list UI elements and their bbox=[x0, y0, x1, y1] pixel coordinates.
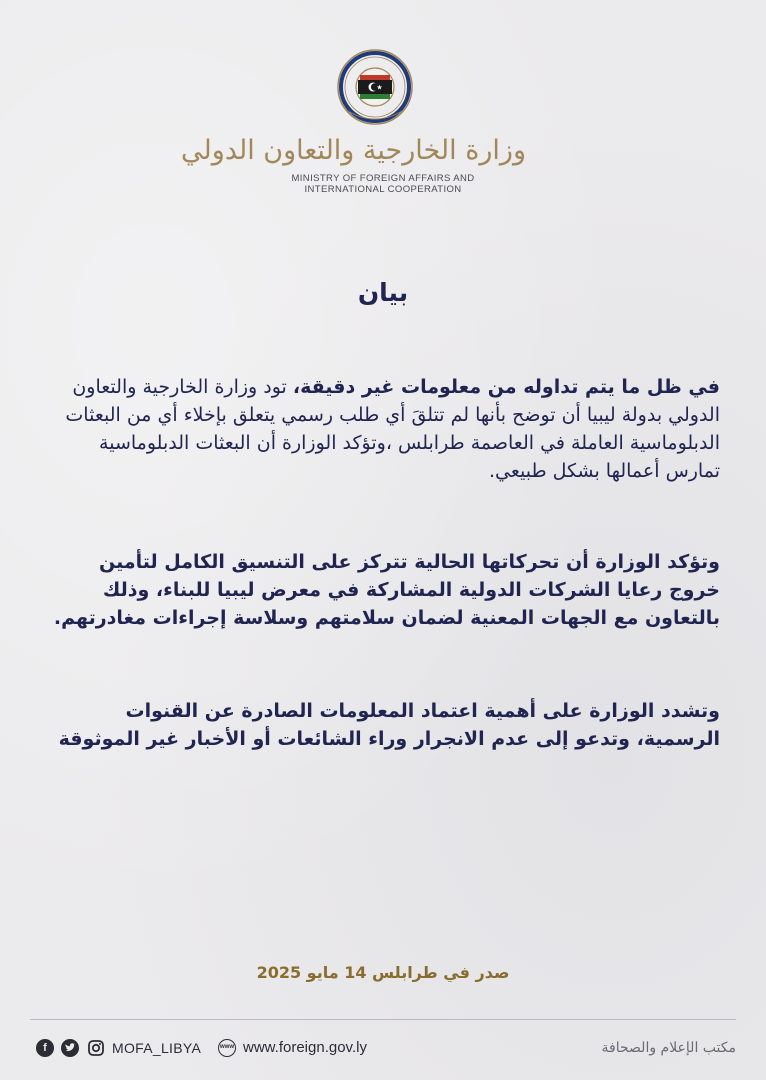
social-handle[interactable]: MOFA_LIBYA bbox=[112, 1040, 202, 1056]
facebook-icon[interactable]: f bbox=[36, 1039, 54, 1057]
paragraph-1-lead: في ظل ما يتم تداوله من معلومات غير دقيقة، bbox=[292, 376, 720, 398]
www-icon: www bbox=[218, 1039, 236, 1057]
statement-paragraph-2: وتؤكد الوزارة أن تحركاتها الحالية تتركز على التنسيق الكامل لتأمين خروج رعايا الشركات الدولية المشاركة في معرض ليبيا للبناء، وذلك بالتعاون مع الجهات المعنية لضمان سلامتهم وسلاسة إجراءات مغادرتهم. bbox=[53, 551, 720, 629]
ministry-name-english-line2: INTERNATIONAL COOPERATION bbox=[304, 184, 462, 195]
ministry-name-english bbox=[240, 173, 526, 195]
paragraph-1-body: تود وزارة الخارجية والتعاون الدولي بدولة ليبيا أن توضح بأنها لم تتلقَ أي طلب رسمي يتعلق بإخلاء أي من البعثات الدبلوماسية العاملة في العاصمة طرابلس ،وتؤكد الوزارة أن البعثات الدبلوماسية تمارس أعمالها بشكل طبيعي. bbox=[65, 376, 720, 482]
instagram-icon[interactable] bbox=[87, 1039, 105, 1057]
ministry-name-arabic: وزارة الخارجية والتعاون الدولي bbox=[181, 135, 526, 166]
statement-title: بيان bbox=[357, 278, 409, 307]
website-link[interactable]: www.foreign.gov.ly bbox=[243, 1039, 367, 1056]
media-office-label: مكتب الإعلام والصحافة bbox=[601, 1040, 736, 1056]
statement-paragraph-1 bbox=[52, 373, 720, 485]
footer bbox=[36, 1036, 736, 1060]
libya-emblem-icon bbox=[336, 48, 414, 126]
ministry-name-english-line1: MINISTRY OF FOREIGN AFFAIRS AND bbox=[291, 173, 475, 184]
footer-divider bbox=[30, 1019, 736, 1020]
statement-paragraph-3: وتشدد الوزارة على أهمية اعتماد المعلومات الصادرة عن القنوات الرسمية، وتدعو إلى عدم الانجرار وراء الشائعات أو الأخبار غير الموثوقة bbox=[58, 700, 720, 750]
issued-date: صدر في طرابلس 14 مايو 2025 bbox=[256, 963, 510, 982]
twitter-icon[interactable] bbox=[61, 1039, 79, 1057]
